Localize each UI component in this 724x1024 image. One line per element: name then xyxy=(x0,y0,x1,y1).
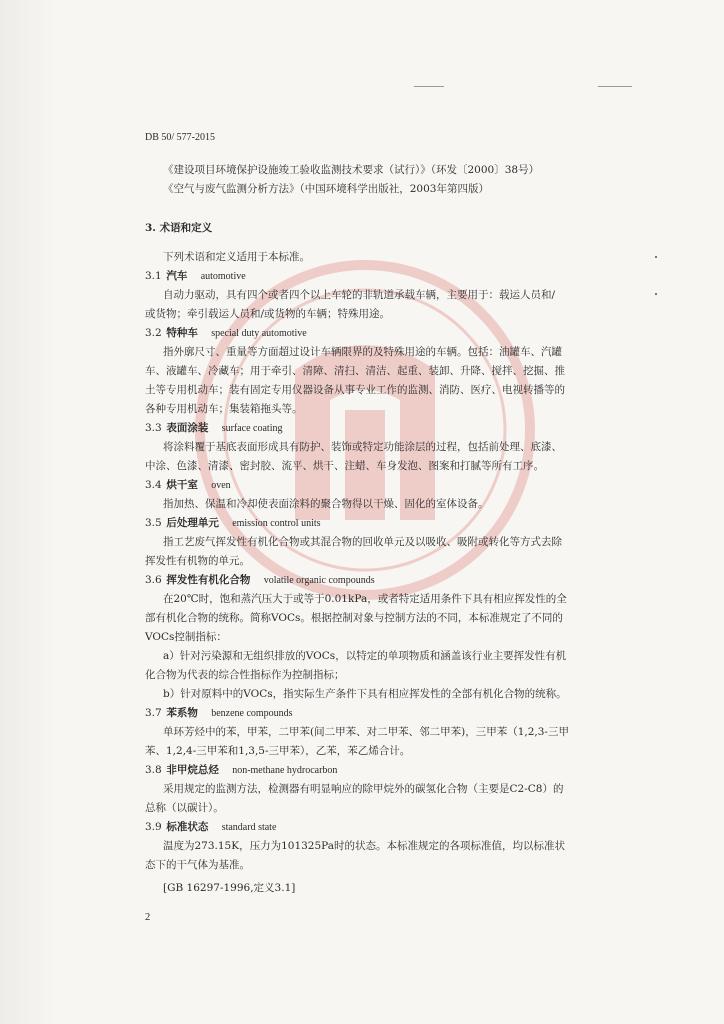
term-line: b）针对原料中的VOCs，指实际生产条件下具有相应挥发性的全部有机化合物的统称。 xyxy=(163,688,567,700)
term-en: non-methane hydrocarbon xyxy=(232,765,338,776)
term-line: 单环芳烃中的苯，甲苯，二甲苯(间二甲苯、对二甲苯、邻二甲苯)，三甲苯（1,2,3-三甲 xyxy=(163,726,569,738)
term-en: surface coating xyxy=(221,423,283,434)
term-line: 自动力驱动，具有四个或者四个以上车轮的非轨道承载车辆，主要用于：载运人员和/ xyxy=(163,289,556,301)
term-heading xyxy=(145,476,665,495)
term-heading xyxy=(145,818,665,837)
term-zh: 非甲烷总烃 xyxy=(166,764,219,776)
term-number: 3.6 xyxy=(145,574,162,586)
term-zh: 标准状态 xyxy=(166,821,209,833)
term-number: 3.1 xyxy=(145,270,162,282)
term-number: 3.3 xyxy=(145,422,162,434)
term-line: 挥发性有机物的单元。 xyxy=(145,555,250,567)
term-line: 将涂料覆于基底表面形成具有防护、装饰或特定功能涂层的过程，包括前处理、底漆、 xyxy=(163,441,562,453)
scan-shadow-edge xyxy=(0,0,58,1024)
term-zh: 挥发性有机化合物 xyxy=(166,574,251,586)
scan-mark xyxy=(414,86,444,87)
term-line: 部有机化合物的统称。简称VOCs。根据控制对象与控制方法的不同，本标准规定了不同的 xyxy=(145,612,563,624)
term-heading xyxy=(145,704,665,723)
term-number: 3.2 xyxy=(145,327,162,339)
term-heading xyxy=(145,419,665,438)
section-title: 3. 术语和定义 xyxy=(145,222,213,234)
term-line: 土等专用机动车；装有固定专用仪器设备从事专业工作的监测、消防、医疗、电视转播等的 xyxy=(145,384,565,396)
term-zh: 烘干室 xyxy=(166,479,198,491)
term-heading xyxy=(145,571,665,590)
term-line: 各种专用机动车；集装箱拖头等。 xyxy=(145,403,303,415)
reference-item: 《空气与废气监测分析方法》（中国环境科学出版社，2003年第四版） xyxy=(163,183,489,195)
scan-mark xyxy=(598,86,632,87)
term-en: emission control units xyxy=(232,518,321,529)
term-heading xyxy=(145,267,665,286)
document-body xyxy=(145,128,665,927)
term-line: 车、液罐车、冷藏车；用于牵引、清障、清扫、清洁、起重、装卸、升降、搅拌、挖掘、推 xyxy=(145,365,565,377)
document-id: DB 50/ 577-2015 xyxy=(145,132,215,143)
term-zh: 后处理单元 xyxy=(166,517,219,529)
term-en: standard state xyxy=(221,822,277,833)
term-line: 中涂、色漆、清漆、密封胶、流平、烘干、注蜡、车身发泡、图案和打腻等所有工序。 xyxy=(145,460,544,472)
term-zh: 特种车 xyxy=(166,327,198,339)
term-line: 温度为273.15K，压力为101325Pa时的状态。本标准规定的各项标准值，均以标准状 xyxy=(163,840,566,852)
term-number: 3.4 xyxy=(145,479,162,491)
citation-note: [GB 16297-1996,定义3.1] xyxy=(163,882,296,894)
term-zh: 苯系物 xyxy=(166,707,198,719)
term-line: 化合物为代表的综合性指标作为控制指标； xyxy=(145,669,345,681)
term-heading xyxy=(145,514,665,533)
term-line: 或货物；牵引载运人员和/或货物的车辆；特殊用途。 xyxy=(145,308,391,320)
term-line: 采用规定的监测方法，检测器有明显响应的除甲烷外的碳氢化合物（主要是C2-C8）的 xyxy=(163,783,564,795)
term-en: volatile organic compounds xyxy=(263,575,375,586)
term-line: 指外廓尺寸、重量等方面超过设计车辆限界的及特殊用途的车辆。包括：油罐车、汽罐 xyxy=(163,346,562,358)
term-heading xyxy=(145,324,665,343)
term-en: oven xyxy=(211,480,231,491)
term-number: 3.8 xyxy=(145,764,162,776)
term-number: 3.9 xyxy=(145,821,162,833)
term-zh: 汽车 xyxy=(166,270,188,282)
term-number: 3.5 xyxy=(145,517,162,529)
term-line: 在20℃时，饱和蒸汽压大于或等于0.01kPa，或者特定适用条件下具有相应挥发性的全 xyxy=(163,593,567,605)
term-line: 苯、1,2,4-三甲苯和1,3,5-三甲苯），乙苯，苯乙烯合计。 xyxy=(145,745,411,757)
term-line: 态下的干气体为基准。 xyxy=(145,859,250,871)
term-heading xyxy=(145,761,665,780)
term-line: a）针对污染源和无组织排放的VOCs，以特定的单项物质和涵盖该行业主要挥发性有机 xyxy=(163,650,567,662)
term-number: 3.7 xyxy=(145,707,162,719)
term-line: 总称（以碳计）。 xyxy=(145,802,224,814)
term-en: special duty automotive xyxy=(211,328,307,339)
section-intro: 下列术语和定义适用于本标准。 xyxy=(163,251,310,263)
term-zh: 表面涂装 xyxy=(166,422,209,434)
term-en: automotive xyxy=(200,271,246,282)
term-line: 指工艺废气挥发性有机化合物或其混合物的回收单元及以吸收、吸附或转化等方式去除 xyxy=(163,536,562,548)
term-line: VOCs控制指标： xyxy=(145,631,227,643)
page-number: 2 xyxy=(145,912,151,923)
term-en: benzene compounds xyxy=(211,708,293,719)
term-line: 指加热、保温和冷却使表面涂料的聚合物得以干燥、固化的室体设备。 xyxy=(163,498,489,510)
reference-item: 《建设项目环境保护设施竣工验收监测技术要求（试行）》（环发〔2000〕38号） xyxy=(163,164,540,176)
